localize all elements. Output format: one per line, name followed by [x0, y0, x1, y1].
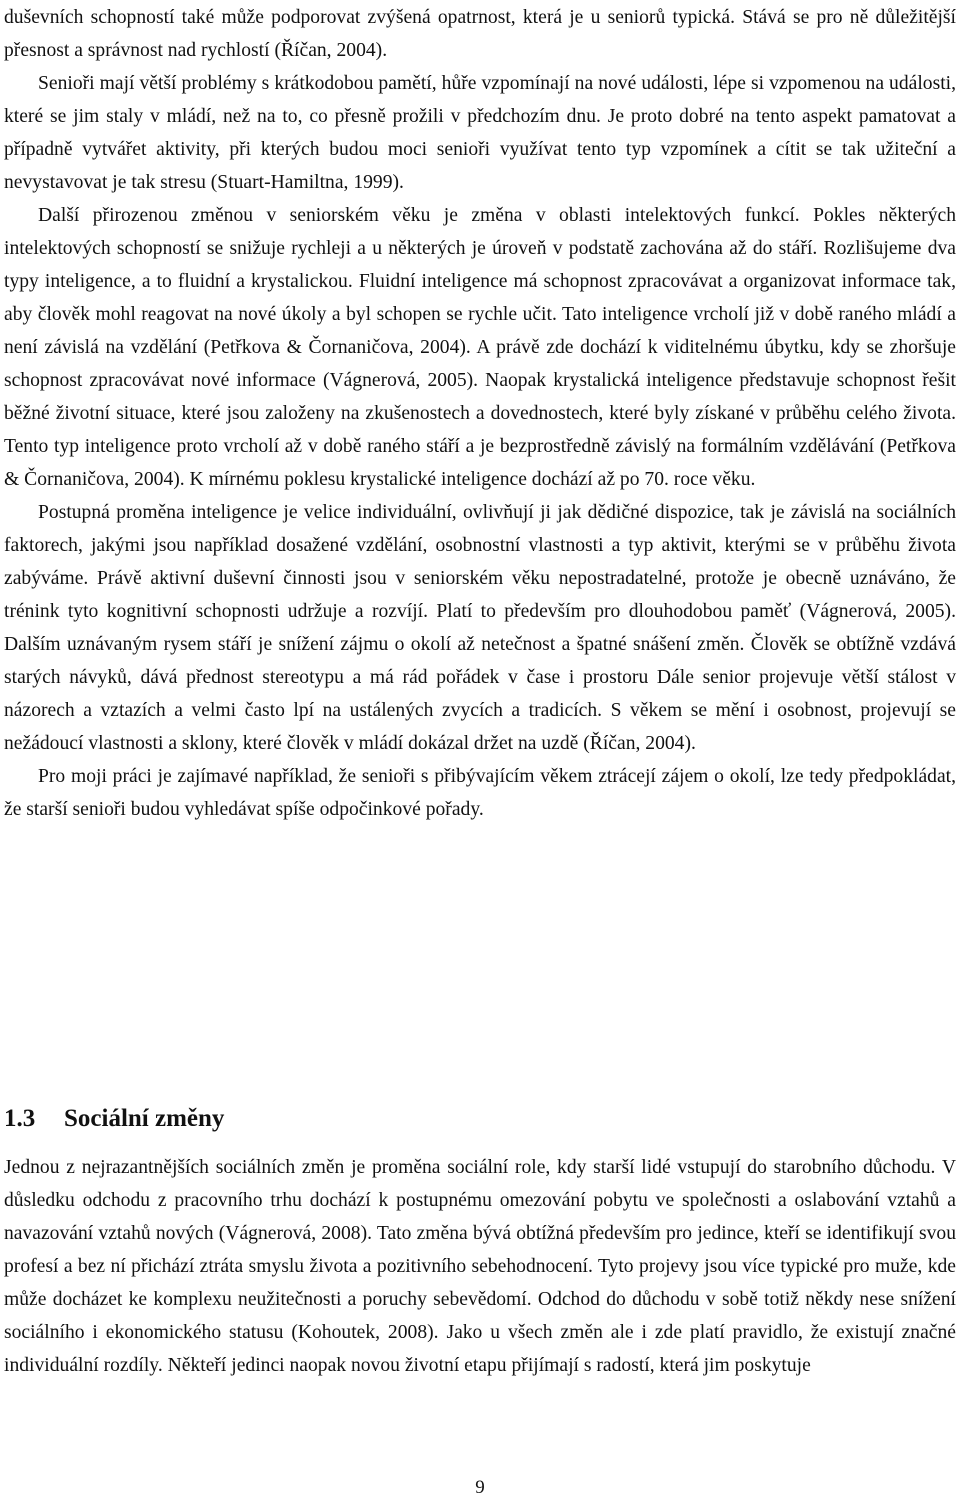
- paragraph-intelligence-change: Postupná proměna inteligence je velice individuální, ovlivňují ji jak dědičné dispozice, tak je závislá na sociálních faktorech, jakými jsou například dosažené vzdělání, osobnostní vlastnosti a typ aktivit, kterými se v průběhu života zabýváme. Právě aktivní duševní činnosti jsou v seniorském věku nepostradatelné, protože je obecně uznáváno, že trénink tyto kognitivní schopnosti udržuje a rozvíjí. Platí to především pro dlouhodobou paměť (Vágnerová, 2005). Dalším uznávaným rysem stáří je snížení zájmu o okolí až netečnost a špatné snášení změn. Člověk se obtížně vzdává starých návyků, dává přednost stereotypu a má rád pořádek v čase i prostoru Dále senior projevuje větší stálost v názorech a vztazích a velmi často lpí na ustálených zvycích a tradicích. S věkem se mění i osobnost, projevují se nežádoucí vlastnosti a sklony, které člověk v mládí dokázal držet na uzdě (Říčan, 2004).: [4, 502, 956, 754]
- body-text-upper: [4, 1, 956, 826]
- paragraph-intelligence: Další přirozenou změnou v seniorském věku je změna v oblasti intelektových funkcí. Pokles některých intelektových schopností se snižuje rychleji a u některých je úroveň v podstatě zachována až do stáří. Rozlišujeme dva typy inteligence, a to fluidní a krystalickou. Fluidní inteligence má schopnost zpracovávat a organizovat informace tak, aby člověk mohl reagovat na nové úkoly a byl schopen se rychle učit. Tato inteligence vrcholí již v době raného mládí a není závislá na vzdělání (Petřkova & Čornaničova, 2004). A právě zde dochází k viditelnému úbytku, kdy se zhoršuje schopnost zpracovávat nové informace (Vágnerová, 2005). Naopak krystalická inteligence představuje schopnost řešit běžné životní situace, které jsou založeny na zkušenostech a dovednostech, které byly získané v průběhu celého života. Tento typ inteligence proto vrcholí až v době raného stáří a je bezprostředně závislý na formálním vzdělávání (Petřkova & Čornaničova, 2004). K mírnému poklesu krystalické inteligence dochází až po 70. roce věku.: [4, 205, 956, 490]
- paragraph-memory: Senioři mají větší problémy s krátkodobou pamětí, hůře vzpomínají na nové události, lépe si vzpomenou na události, které se jim staly v mládí, než na to, co přesně prožili v předchozím dnu. Je proto dobré na tento aspekt pamatovat a případně vytvářet aktivity, při kterých budou moci senioři využívat tento typ vzpomínek a cítit se tak užiteční a nevystavovat je tak stresu (Stuart-Hamiltna, 1999).: [4, 73, 956, 193]
- paragraph-continuation: duševních schopností také může podporovat zvýšená opatrnost, která je u seniorů typická. Stává se pro ně důležitější přesnost a správnost nad rychlostí (Říčan, 2004).: [4, 7, 956, 61]
- section-heading: [4, 1099, 956, 1139]
- section-number: 1.3: [4, 1105, 36, 1132]
- paragraph-social-change: Jednou z nejrazantnějších sociálních změn je proměna sociální role, kdy starší lidé vstupují do starobního důchodu. V důsledku odchodu z pracovního trhu dochází k postupnému omezování pobytu ve společnosti a oslabování vztahů a navazování vztahů nových (Vágnerová, 2008). Tato změna bývá obtížná především pro jedince, kteří se identifikují svou profesí a bez ní přichází ztráta smyslu života a pozitivního sebehodnocení. Tyto projevy jsou více typické pro muže, kde může docházet ke komplexu neužitečnosti a poruchy sebevědomí. Odchod do důchodu v sobě totiž někdy nese snížení sociálního i ekonomického statusu (Kohoutek, 2008). Jako u všech změn ale i zde platí pravidlo, že existují značné individuální rozdíly. Někteří jedinci naopak novou životní etapu přijímají s radostí, která jim poskytuje: [4, 1157, 956, 1376]
- body-text-section: [4, 1151, 956, 1382]
- section-title: Sociální změny: [64, 1105, 225, 1132]
- page-number: 9: [475, 1477, 485, 1498]
- paragraph-thesis-note: Pro moji práci je zajímavé například, že senioři s přibývajícím věkem ztrácejí zájem o okolí, lze tedy předpokládat, že starší senioři budou vyhledávat spíše odpočinkové pořady.: [4, 766, 956, 820]
